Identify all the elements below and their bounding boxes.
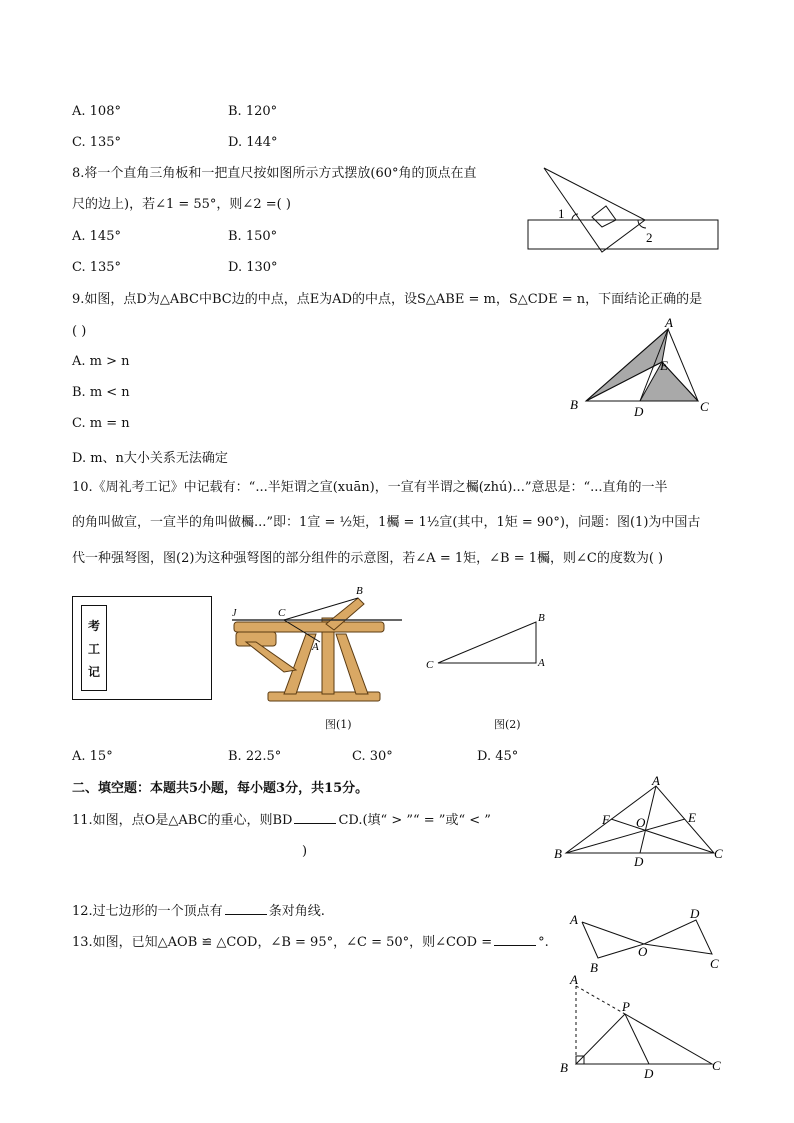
q7-option-d: D. 144°: [228, 135, 278, 150]
label-c: C: [712, 1058, 721, 1073]
label-c: C: [700, 399, 709, 414]
kaogongji-book-figure: [72, 596, 212, 700]
q11-answer-blank[interactable]: [294, 811, 336, 824]
q10-stem-line1: 10.《周礼考工记》中记载有：“...半矩谓之宣(xuān)，一宣有半谓之欘(zhú)...”意思是：“...直角的一半: [72, 480, 668, 495]
set-square-inner: [592, 206, 616, 227]
q9-option-d: D. m、n大小关系无法确定: [72, 451, 228, 466]
q10-stem-line2: 的角叫做宣，一宣半的角叫做欘...”即：1宣 = ½矩，1欘 = 1½宣(其中，1矩 = 90°)，问题：图(1)为中国古: [72, 515, 701, 530]
q9-triangle-figure: [560, 315, 720, 423]
q13-stem-post: °.: [538, 935, 549, 950]
book-title-char-2: 工: [87, 641, 100, 656]
q8-stem-line2: 尺的边上)，若∠1 = 55°，则∠2 =( ): [72, 197, 291, 212]
q14-triangle-figure: [556, 974, 730, 1080]
label-e: E: [660, 358, 668, 373]
crossbow-leg-right: [336, 634, 368, 694]
label-o: O: [638, 944, 648, 959]
label-a: A: [652, 776, 660, 788]
label-d: D: [634, 404, 644, 419]
q8-option-d: D. 130°: [228, 260, 278, 275]
label-a: A: [570, 974, 578, 987]
q11-stem-post: CD.(填“ > ”“ = ”或“ < ”: [338, 813, 491, 828]
label-d: D: [644, 1066, 654, 1080]
q9-option-b: B. m < n: [72, 385, 130, 400]
label-p: P: [622, 999, 630, 1014]
q13-congruent-triangles-figure: [560, 904, 730, 976]
q12-answer-blank[interactable]: [225, 902, 267, 915]
q8-option-c: C. 135°: [72, 260, 122, 275]
label-a: A: [665, 315, 673, 330]
label-f: F: [602, 812, 610, 827]
q10-stem-line3: 代一种强弩图，图(2)为这种强弩图的部分组件的示意图，若∠A = 1矩，∠B = 1欘，则∠C的度数为( ): [72, 551, 664, 566]
book-title-strip: [81, 605, 107, 691]
label-b: B: [560, 1060, 568, 1075]
crossbow-label-c: C: [278, 607, 286, 619]
section2-heading: 二、填空题：本题共5小题，每小题3分，共15分。: [72, 781, 369, 796]
segment-pd: [625, 1014, 649, 1064]
q10-option-b: B. 22.5°: [228, 749, 282, 764]
q13-stem-pre: 13.如图，已知△AOB ≌ △COD，∠B = 95°，∠C = 50°，则∠COD =: [72, 935, 493, 950]
q7-option-b: B. 120°: [228, 104, 278, 119]
crossbow-label-a: A: [312, 641, 319, 653]
q11-stem-line2: ): [302, 844, 308, 859]
q9-stem-line2: ( ): [72, 324, 87, 339]
crossbow-label-j: J: [232, 608, 237, 619]
crossbow-stock: [234, 622, 384, 632]
q9-option-a: A. m > n: [72, 354, 130, 369]
label-c: C: [714, 846, 723, 861]
triangle-aob: [582, 922, 644, 958]
fig2-label-b: B: [538, 612, 545, 624]
book-title-char-3: 记: [87, 664, 100, 679]
triangle-pbc: [576, 1014, 712, 1064]
q10-option-d: D. 45°: [477, 749, 519, 764]
fig2-label-c: C: [426, 659, 434, 671]
label-c: C: [710, 956, 719, 971]
q12-stem: [72, 902, 325, 922]
fig2-caption: 图(2): [494, 718, 521, 731]
book-title-char-1: 考: [87, 618, 100, 633]
dashed-ap: [576, 986, 625, 1014]
triangle-cab: [438, 622, 536, 663]
label-d: D: [690, 906, 700, 921]
q8-stem-line1: 8.将一个直角三角板和一把直尺按如图所示方式摆放(60°角的顶点在直: [72, 166, 477, 181]
q8-option-a: A. 145°: [72, 229, 121, 244]
angle-label-2: 2: [646, 230, 653, 245]
q11-stem-pre: 11.如图，点O是△ABC的重心，则BD: [72, 813, 293, 828]
label-e: E: [688, 810, 696, 825]
q9-option-c: C. m = n: [72, 416, 130, 431]
label-b: B: [570, 397, 578, 412]
q10-option-a: A. 15°: [72, 749, 113, 764]
ruler: [528, 220, 718, 249]
fig1-caption: 图(1): [325, 718, 352, 731]
fig2-label-a: A: [538, 657, 545, 669]
q12-stem-post: 条对角线.: [268, 904, 325, 919]
crossbow-illustration: [226, 584, 408, 712]
label-b: B: [554, 846, 562, 861]
q10-option-c: C. 30°: [352, 749, 393, 764]
crossbow-label-b: B: [356, 585, 363, 597]
q8-ruler-triangle-figure: [520, 162, 730, 257]
q8-option-b: B. 150°: [228, 229, 278, 244]
label-b: B: [590, 960, 598, 975]
q13-stem: [72, 933, 549, 953]
q13-answer-blank[interactable]: [494, 933, 536, 946]
label-d: D: [634, 854, 644, 869]
q9-stem-line1: 9.如图，点D为△ABC中BC边的中点，点E为AD的中点，设S△ABE = m，S△CDE = n，下面结论正确的是: [72, 292, 703, 307]
label-a: A: [570, 912, 578, 927]
label-o: O: [636, 815, 646, 830]
angle-label-1: 1: [558, 206, 565, 221]
triangle-cod: [644, 920, 712, 954]
q10-fig2-triangle: [420, 608, 560, 674]
q7-option-c: C. 135°: [72, 135, 122, 150]
angle-mark-1: [572, 214, 578, 220]
q12-stem-pre: 12.过七边形的一个顶点有: [72, 904, 223, 919]
q11-centroid-figure: [552, 776, 726, 870]
q11-stem-line1: [72, 811, 491, 831]
angle-mark-2: [638, 220, 646, 228]
q7-option-a: A. 108°: [72, 104, 121, 119]
